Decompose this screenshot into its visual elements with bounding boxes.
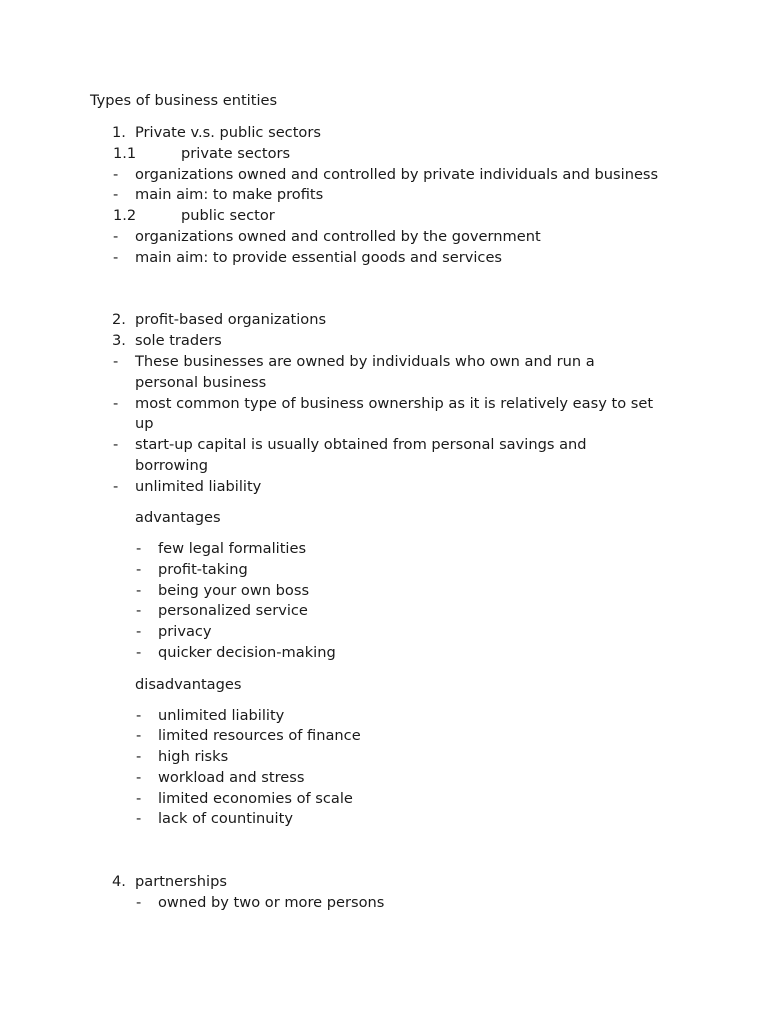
bullet-dash: -	[136, 582, 142, 599]
bullet-dash: -	[136, 602, 142, 619]
bullet-dash: -	[136, 769, 142, 786]
list-item-text: quicker decision-making	[158, 644, 336, 661]
disadvantages-heading: disadvantages	[135, 676, 242, 693]
bullet-dash: -	[113, 395, 119, 412]
list-number: 2.	[112, 311, 126, 328]
bullet-dash: -	[113, 353, 119, 370]
list-item-text: organizations owned and controlled by private individuals and business	[135, 166, 659, 183]
section-heading-text: Private v.s. public sectors	[135, 124, 321, 141]
list-item-text: profit-taking	[158, 561, 248, 578]
list-item-text: being your own boss	[158, 582, 310, 599]
bullet-dash: -	[136, 540, 142, 557]
subsection-heading-text: public sector	[181, 207, 275, 224]
list-item-text: unlimited liability	[158, 707, 285, 724]
document-title: Types of business entities	[90, 92, 278, 109]
list-item-text: few legal formalities	[158, 540, 307, 557]
bullet-dash: -	[136, 707, 142, 724]
list-number: 3.	[112, 332, 126, 349]
list-item-text: limited economies of scale	[158, 790, 353, 807]
subsection-number: 1.1	[113, 145, 137, 162]
section-heading-text: partnerships	[135, 873, 227, 890]
list-item-text: borrowing	[135, 457, 209, 474]
bullet-dash: -	[113, 436, 119, 453]
bullet-dash: -	[136, 810, 142, 827]
list-item-text: most common type of business ownership as it is relatively easy to set	[135, 395, 654, 412]
bullet-dash: -	[136, 644, 142, 661]
list-number: 4.	[112, 873, 126, 890]
list-item-text: main aim: to provide essential goods and services	[135, 249, 503, 266]
list-item-text: owned by two or more persons	[158, 894, 385, 911]
list-item-text: privacy	[158, 623, 212, 640]
list-item-text: high risks	[158, 748, 229, 765]
bullet-dash: -	[136, 727, 142, 744]
subsection-number: 1.2	[113, 207, 137, 224]
list-item-text: up	[135, 415, 154, 432]
bullet-dash: -	[136, 894, 142, 911]
list-item-text: limited resources of finance	[158, 727, 361, 744]
bullet-dash: -	[113, 166, 119, 183]
list-item-text: personal business	[135, 374, 267, 391]
bullet-dash: -	[136, 561, 142, 578]
list-item-text: personalized service	[158, 602, 308, 619]
bullet-dash: -	[113, 249, 119, 266]
subsection-heading-text: private sectors	[181, 145, 291, 162]
bullet-dash: -	[136, 748, 142, 765]
list-item-text: organizations owned and controlled by the government	[135, 228, 541, 245]
list-item-text: workload and stress	[158, 769, 305, 786]
section-heading-text: sole traders	[135, 332, 222, 349]
list-item-text: start-up capital is usually obtained from personal savings and	[135, 436, 587, 453]
section-heading-text: profit-based organizations	[135, 311, 327, 328]
list-number: 1.	[112, 124, 126, 141]
list-item-text: unlimited liability	[135, 478, 262, 495]
bullet-dash: -	[113, 478, 119, 495]
list-item-text: main aim: to make profits	[135, 186, 324, 203]
bullet-dash: -	[113, 228, 119, 245]
advantages-heading: advantages	[135, 509, 221, 526]
list-item-text: These businesses are owned by individuals who own and run a	[135, 353, 595, 370]
bullet-dash: -	[136, 790, 142, 807]
bullet-dash: -	[113, 186, 119, 203]
list-item-text: lack of countinuity	[158, 810, 293, 827]
bullet-dash: -	[136, 623, 142, 640]
